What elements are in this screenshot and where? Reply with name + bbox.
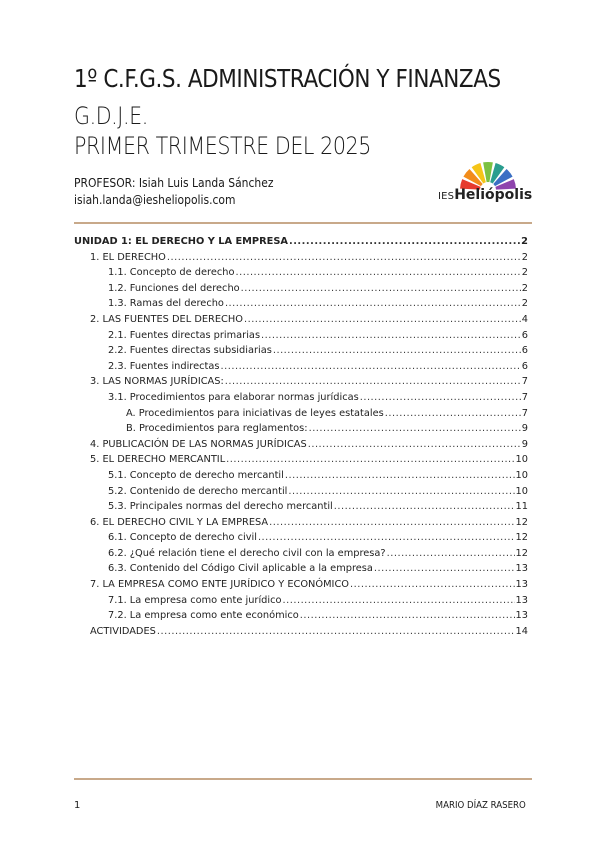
toc-entry[interactable] <box>74 298 528 314</box>
toc-entry-label: A. Procedimientos para iniciativas de leyes estatales <box>126 407 384 419</box>
toc-entry-page: 12 <box>515 547 528 559</box>
toc-entry[interactable] <box>74 517 528 533</box>
toc-leader-dots <box>288 486 514 497</box>
toc-entry[interactable] <box>74 330 528 346</box>
toc-entry-label: 2. LAS FUENTES DEL DERECHO <box>90 313 243 325</box>
toc-leader-dots <box>167 252 521 263</box>
toc-entry-page: 10 <box>515 485 528 497</box>
toc-entry-page: 2 <box>521 282 528 294</box>
toc-entry-label: B. Procedimientos para reglamentos: <box>126 423 308 435</box>
page-number: 1 <box>74 800 81 811</box>
school-logo <box>438 160 538 206</box>
toc-leader-dots <box>226 454 514 465</box>
toc-entry-page: 6 <box>521 360 528 372</box>
toc-entry-page: 10 <box>515 454 528 466</box>
toc-leader-dots <box>235 267 520 278</box>
toc-entry-page: 6 <box>521 345 528 357</box>
toc-entry-label: 5.1. Concepto de derecho mercantil <box>108 469 284 481</box>
toc-entry-label: 1.1. Concepto de derecho <box>108 267 235 279</box>
toc-entry-page: 2 <box>521 251 528 263</box>
toc-entry[interactable] <box>74 408 528 424</box>
toc-entry[interactable] <box>74 579 528 595</box>
table-of-contents <box>74 236 528 641</box>
sun-icon <box>438 160 538 190</box>
bottom-divider <box>74 778 532 780</box>
toc-leader-dots <box>289 236 520 247</box>
toc-entry[interactable] <box>74 314 528 330</box>
toc-entry-page: 11 <box>515 501 528 513</box>
toc-leader-dots <box>374 563 515 574</box>
toc-leader-dots <box>385 408 521 419</box>
toc-entry-page: 9 <box>521 438 528 450</box>
toc-entry[interactable] <box>74 470 528 486</box>
toc-leader-dots <box>241 283 521 294</box>
toc-entry[interactable] <box>74 532 528 548</box>
toc-entry-page: 7 <box>521 376 528 388</box>
toc-leader-dots <box>273 345 521 356</box>
toc-leader-dots <box>269 517 514 528</box>
toc-entry[interactable] <box>74 548 528 564</box>
toc-entry[interactable] <box>74 501 528 517</box>
toc-entry[interactable] <box>74 610 528 626</box>
toc-entry-label: 3.1. Procedimientos para elaborar normas jurídicas <box>108 391 359 403</box>
toc-entry[interactable] <box>74 283 528 299</box>
toc-leader-dots <box>334 501 515 512</box>
toc-entry-label: 6.1. Concepto de derecho civil <box>108 532 257 544</box>
toc-entry-label: 6.3. Contenido del Código Civil aplicable a la empresa <box>108 563 373 575</box>
top-divider <box>74 222 532 224</box>
professor-email: isiah.landa@iesheliopolis.com <box>74 192 236 207</box>
toc-leader-dots <box>258 532 515 543</box>
toc-entry-label: 7.2. La empresa como ente económico <box>108 610 299 622</box>
toc-entry-label: 2.2. Fuentes directas subsidiarias <box>108 345 272 357</box>
footer-author: MARIO DÍAZ RASERO <box>435 800 526 811</box>
page-subtitle-term: PRIMER TRIMESTRE DEL 2025 <box>74 132 371 160</box>
toc-entry-page: 7 <box>521 391 528 403</box>
toc-entry[interactable] <box>74 236 528 252</box>
toc-entry[interactable] <box>74 439 528 455</box>
toc-entry-label: 2.3. Fuentes indirectas <box>108 360 220 372</box>
toc-entry-label: 6.2. ¿Qué relación tiene el derecho civil con la empresa? <box>108 547 386 559</box>
toc-entry-label: 2.1. Fuentes directas primarias <box>108 329 261 341</box>
toc-entry-label: 5. EL DERECHO MERCANTIL <box>90 454 226 466</box>
toc-leader-dots <box>285 470 515 481</box>
toc-entry-page: 7 <box>521 407 528 419</box>
toc-entry-page: 13 <box>515 594 528 606</box>
toc-entry[interactable] <box>74 454 528 470</box>
toc-entry-label: 5.3. Principales normas del derecho mercantil <box>108 501 333 513</box>
toc-entry-page: 10 <box>515 469 528 481</box>
page-title: 1º C.F.G.S. ADMINISTRACIÓN Y FINANZAS <box>74 64 501 93</box>
toc-entry-label: 5.2. Contenido de derecho mercantil <box>108 485 288 497</box>
toc-entry[interactable] <box>74 595 528 611</box>
toc-leader-dots <box>225 298 521 309</box>
toc-entry[interactable] <box>74 486 528 502</box>
toc-entry-page: 13 <box>515 610 528 622</box>
toc-leader-dots <box>350 579 515 590</box>
toc-leader-dots <box>309 423 521 434</box>
toc-entry-label: ACTIVIDADES <box>90 625 156 637</box>
toc-leader-dots <box>360 392 521 403</box>
toc-entry-label: 4. PUBLICACIÓN DE LAS NORMAS JURÍDICAS <box>90 438 307 450</box>
toc-entry-page: 14 <box>515 625 528 637</box>
toc-entry[interactable] <box>74 376 528 392</box>
toc-leader-dots <box>283 595 515 606</box>
toc-entry-page: 12 <box>515 516 528 528</box>
toc-leader-dots <box>225 376 521 387</box>
toc-entry-page: 13 <box>515 579 528 591</box>
toc-entry-label: 7. LA EMPRESA COMO ENTE JURÍDICO Y ECONÓMICO <box>90 579 349 591</box>
toc-entry[interactable] <box>74 267 528 283</box>
toc-leader-dots <box>221 361 521 372</box>
toc-entry-page: 2 <box>521 298 528 310</box>
toc-entry-page: 6 <box>521 329 528 341</box>
toc-entry-page: 9 <box>521 423 528 435</box>
toc-entry-label: 7.1. La empresa como ente jurídico <box>108 594 282 606</box>
toc-entry-page: 2 <box>521 267 528 279</box>
toc-leader-dots <box>308 439 521 450</box>
toc-leader-dots <box>300 610 515 621</box>
toc-entry[interactable] <box>74 423 528 439</box>
toc-entry[interactable] <box>74 563 528 579</box>
toc-entry-label: 1.2. Funciones del derecho <box>108 282 240 294</box>
toc-entry-label: UNIDAD 1: EL DERECHO Y LA EMPRESA <box>74 236 288 247</box>
logo-text: IESHeliópolis <box>438 187 533 203</box>
toc-entry[interactable] <box>74 252 528 268</box>
toc-entry[interactable] <box>74 626 528 642</box>
toc-leader-dots <box>387 548 515 559</box>
toc-entry-page: 12 <box>515 532 528 544</box>
toc-leader-dots <box>244 314 521 325</box>
toc-entry-label: 1.3. Ramas del derecho <box>108 298 224 310</box>
toc-entry[interactable] <box>74 361 528 377</box>
toc-entry-page: 2 <box>521 236 528 247</box>
toc-leader-dots <box>261 330 521 341</box>
professor-name: PROFESOR: Isiah Luis Landa Sánchez <box>74 175 274 190</box>
toc-entry-label: 3. LAS NORMAS JURÍDICAS: <box>90 376 224 388</box>
toc-entry-label: 6. EL DERECHO CIVIL Y LA EMPRESA <box>90 516 269 528</box>
toc-entry-page: 4 <box>521 313 528 325</box>
toc-entry-label: 1. EL DERECHO <box>90 251 166 263</box>
toc-leader-dots <box>157 626 515 637</box>
page-subtitle-code: G.D.J.E. <box>74 102 148 130</box>
toc-entry[interactable] <box>74 392 528 408</box>
toc-entry-page: 13 <box>515 563 528 575</box>
toc-entry[interactable] <box>74 345 528 361</box>
